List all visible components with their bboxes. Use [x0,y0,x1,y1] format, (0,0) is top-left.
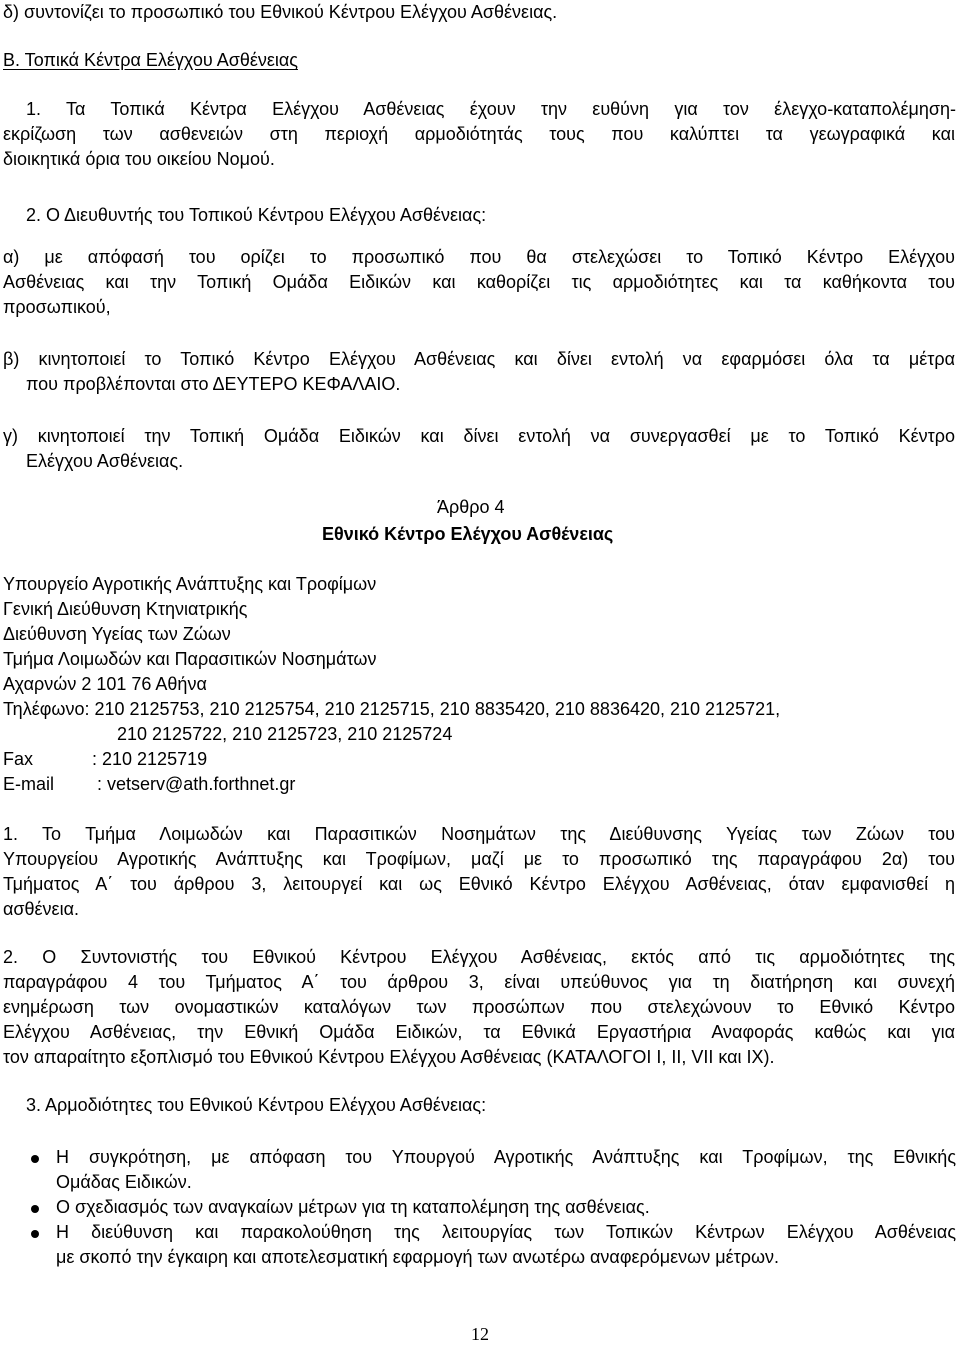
p2-heading: 2. Ο Διευθυντής του Τοπικού Κέντρου Ελέγχου Ασθένειας: [26,205,487,225]
n2-line4: Ελέγχου Ασθένειας, την Εθνική Ομάδα Ειδικών, τα Εθνικά Εργαστήρια Αναφοράς καθώς και για [3,1022,955,1042]
item-c-line1: γ) κινητοποιεί την Τοπική Ομάδα Ειδικών και δίνει εντολή να συνεργασθεί με το Τοπικό Κέντρο [3,426,955,446]
n1-line3: Τμήματος Α΄ του άρθρου 3, λειτουργεί και ως Εθνικό Κέντρο Ελέγχου Ασθένειας, όταν εμφανισθεί η [3,874,955,894]
item-c-line2: Ελέγχου Ασθένειας. [26,451,184,471]
article-title: Εθνικό Κέντρο Ελέγχου Ασθένειας [322,524,614,544]
email-value: : vetserv@ath.forthnet.gr [97,774,296,794]
bullet1-line1: Η συγκρότηση, με απόφαση του Υπουργού Αγροτικής Ανάπτυξης και Τροφίμων, της Εθνικής [56,1147,956,1167]
address-department: Τμήμα Λοιμωδών και Παρασιτικών Νοσημάτων [3,649,377,669]
n1-line1: 1. Το Τμήμα Λοιμωδών και Παρασιτικών Νοσημάτων της Διεύθυνσης Υγείας των Ζώων του [3,824,955,844]
address-directorate: Διεύθυνση Υγείας των Ζώων [3,624,231,644]
phone-line2: 210 2125722, 210 2125723, 210 2125724 [117,724,453,744]
bullet2-line1: Ο σχεδιασμός των αναγκαίων μέτρων για τη καταπολέμηση της ασθένειας. [56,1197,650,1217]
article-number: Άρθρο 4 [437,497,505,517]
item-a-line3: προσωπικού, [3,297,111,317]
n1-line2: Υπουργείου Αγροτικής Ανάπτυξης και Τροφίμων, μαζί με το προσωπικό της παραγράφου 2α) του [3,849,955,869]
item-b-line2: που προβλέπονται στο ΔΕΥΤΕΡΟ ΚΕΦΑΛΑΙΟ. [26,374,401,394]
n1-line4: ασθένεια. [3,899,79,919]
email-label: E-mail [3,774,55,794]
fax-label: Fax [3,749,34,769]
section-b-heading: Β. Τοπικά Κέντρα Ελέγχου Ασθένειας [3,50,298,70]
item-a-line2: Ασθένειας και την Τοπική Ομάδα Ειδικών και καθορίζει τις αρμοδιότητες και τα καθήκοντα του [3,272,955,292]
p1-line2: εκρίζωση των ασθενειών στη περιοχή αρμοδιότητάς τους που καλύπτει τα γεωγραφικά και [3,124,955,144]
bullet1-line2: Ομάδας Ειδικών. [56,1172,192,1192]
bullet-dot-icon [31,1155,39,1163]
address-ministry: Υπουργείο Αγροτικής Ανάπτυξης και Τροφίμων [3,574,377,594]
p1-line3: διοικητικά όρια του οικείου Νομού. [3,149,275,169]
n2-line1: 2. Ο Συντονιστής του Εθνικού Κέντρου Ελέγχου Ασθένειας, εκτός από τις αρμοδιότητες της [3,947,955,967]
n2-line5: τον απαραίτητο εξοπλισμό του Εθνικού Κέντρου Ελέγχου Ασθένειας (ΚΑΤΑΛΟΓΟΙ Ι, ΙΙ, VII και ΙΧ). [3,1047,775,1067]
bullet-dot-icon [31,1205,39,1213]
page-number: 12 [471,1324,489,1344]
n2-line3: ενημέρωση των ονομαστικών καταλόγων των προσώπων που στελεχώνουν το Εθνικό Κέντρο [3,997,955,1017]
bullet3-line1: Η διεύθυνση και παρακολούθηση της λειτουργίας των Τοπικών Κέντρων Ελέγχου Ασθένειας [56,1222,956,1242]
item-a-line1: α) με απόφασή του ορίζει το προσωπικό που θα στελεχώσει το Τοπικό Κέντρο Ελέγχου [3,247,955,267]
fax-value: : 210 2125719 [92,749,208,769]
n3-heading: 3. Αρμοδιότητες του Εθνικού Κέντρου Ελέγχου Ασθένειας: [26,1095,487,1115]
n2-line2: παραγράφου 4 του Τμήματος Α΄ του άρθρου 3, είναι υπεύθυνος για τη διατήρηση και συνεχή [3,972,955,992]
address-street: Αχαρνών 2 101 76 Αθήνα [3,674,207,694]
item-b-line1: β) κινητοποιεί το Τοπικό Κέντρο Ελέγχου Ασθένειας και δίνει εντολή να εφαρμόσει όλα τα μέτρα [3,349,955,369]
address-general-directorate: Γενική Διεύθυνση Κτηνιατρικής [3,599,248,619]
bullet-dot-icon [31,1230,39,1238]
phone-line1: Τηλέφωνο: 210 2125753, 210 2125754, 210 2125715, 210 8835420, 210 8836420, 210 2125721, [3,699,781,719]
delta-item-text: δ) συντονίζει το προσωπικό του Εθνικού Κέντρου Ελέγχου Ασθένειας. [3,2,558,22]
bullet3-line2: με σκοπό την έγκαιρη και αποτελεσματική εφαρμογή των ανωτέρω αναφερόμενων μέτρων. [56,1247,780,1267]
p1-line1: 1. Τα Τοπικά Κέντρα Ελέγχου Ασθένειας έχουν την ευθύνη για τον έλεγχο-καταπολέμηση- [26,99,956,119]
